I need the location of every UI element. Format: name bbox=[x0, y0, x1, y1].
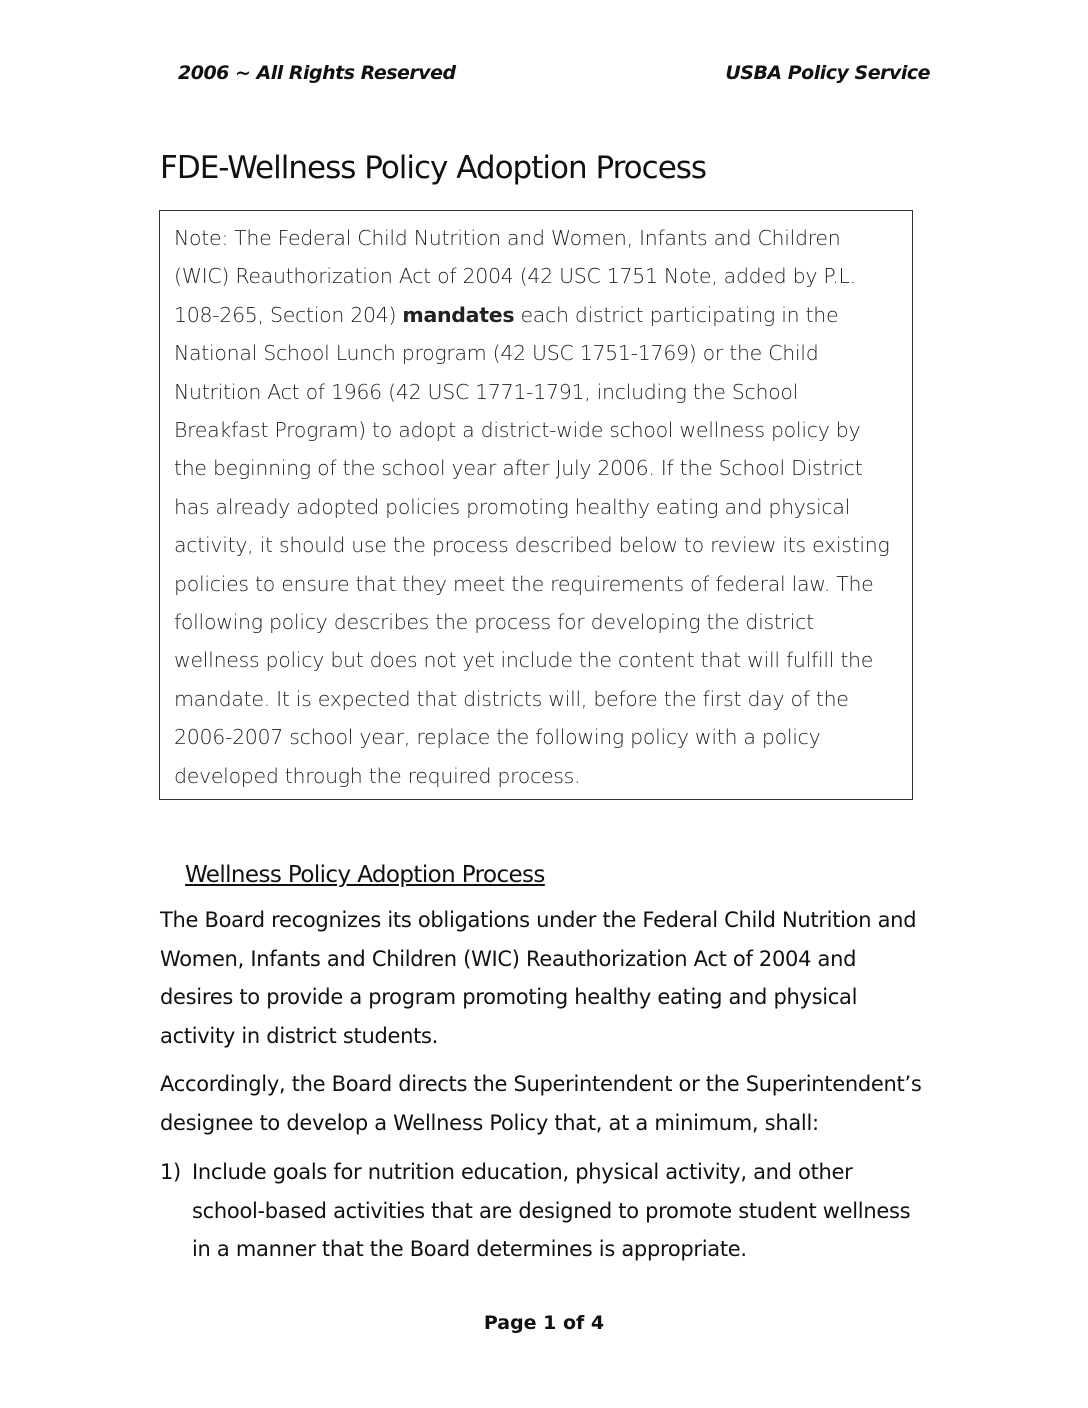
list-item-text: Include goals for nutrition education, physical activity, and other school-based activities that are designed to promote student wellness in a manner that the Board determines is appropriate. bbox=[192, 1160, 911, 1261]
paragraph-obligations: The Board recognizes its obligations under the Federal Child Nutrition and Women, Infants and Children (WIC) Reauthorization Act of 2004 and desires to provide a program promoting healthy eating and physical activity in district students. bbox=[160, 908, 917, 1048]
note-rest: each district participating in the National School Lunch program (42 USC 1751-1769) or the Child Nutrition Act of 1966 (42 USC 1771-1791, including the School Breakfast Program) to adopt a district-wide school wellness policy by the beginning of the school year after July 2006. If the School District has already adopted policies promoting healthy eating and physical activity, it should use the process described below to review its existing policies to ensure that they meet the requirements of federal law. The following policy describes the process for developing the district wellness policy but does not yet include the content that will fulfill the mandate. It is expected that districts will, before the first day of the 2006-2007 school year, replace the following policy with a policy developed through the required process. bbox=[174, 302, 890, 788]
paragraph-directive: Accordingly, the Board directs the Superintendent or the Superintendent’s designee to develop a Wellness Policy that, at a minimum, shall: bbox=[160, 1072, 922, 1135]
header-copyright: 2006 ~ All Rights Reserved bbox=[178, 62, 456, 84]
header-service: USBA Policy Service bbox=[725, 62, 930, 84]
note-text bbox=[174, 219, 896, 795]
document-title: FDE-Wellness Policy Adoption Process bbox=[160, 150, 707, 186]
page-number: Page 1 of 4 bbox=[483, 1312, 605, 1334]
note-box bbox=[159, 210, 913, 800]
page-header bbox=[178, 62, 930, 84]
section-title: Wellness Policy Adoption Process bbox=[185, 862, 545, 888]
note-emphasis: mandates bbox=[402, 302, 515, 327]
list-item bbox=[160, 1153, 925, 1269]
list-item-number: 1) bbox=[160, 1160, 181, 1184]
note-intro: Note: The Federal Child Nutrition and Women, Infants and Children (WIC) Reauthorization Act of 2004 (42 USC 1751 Note, added by P.L. 108-265, Section 204) bbox=[174, 226, 856, 327]
